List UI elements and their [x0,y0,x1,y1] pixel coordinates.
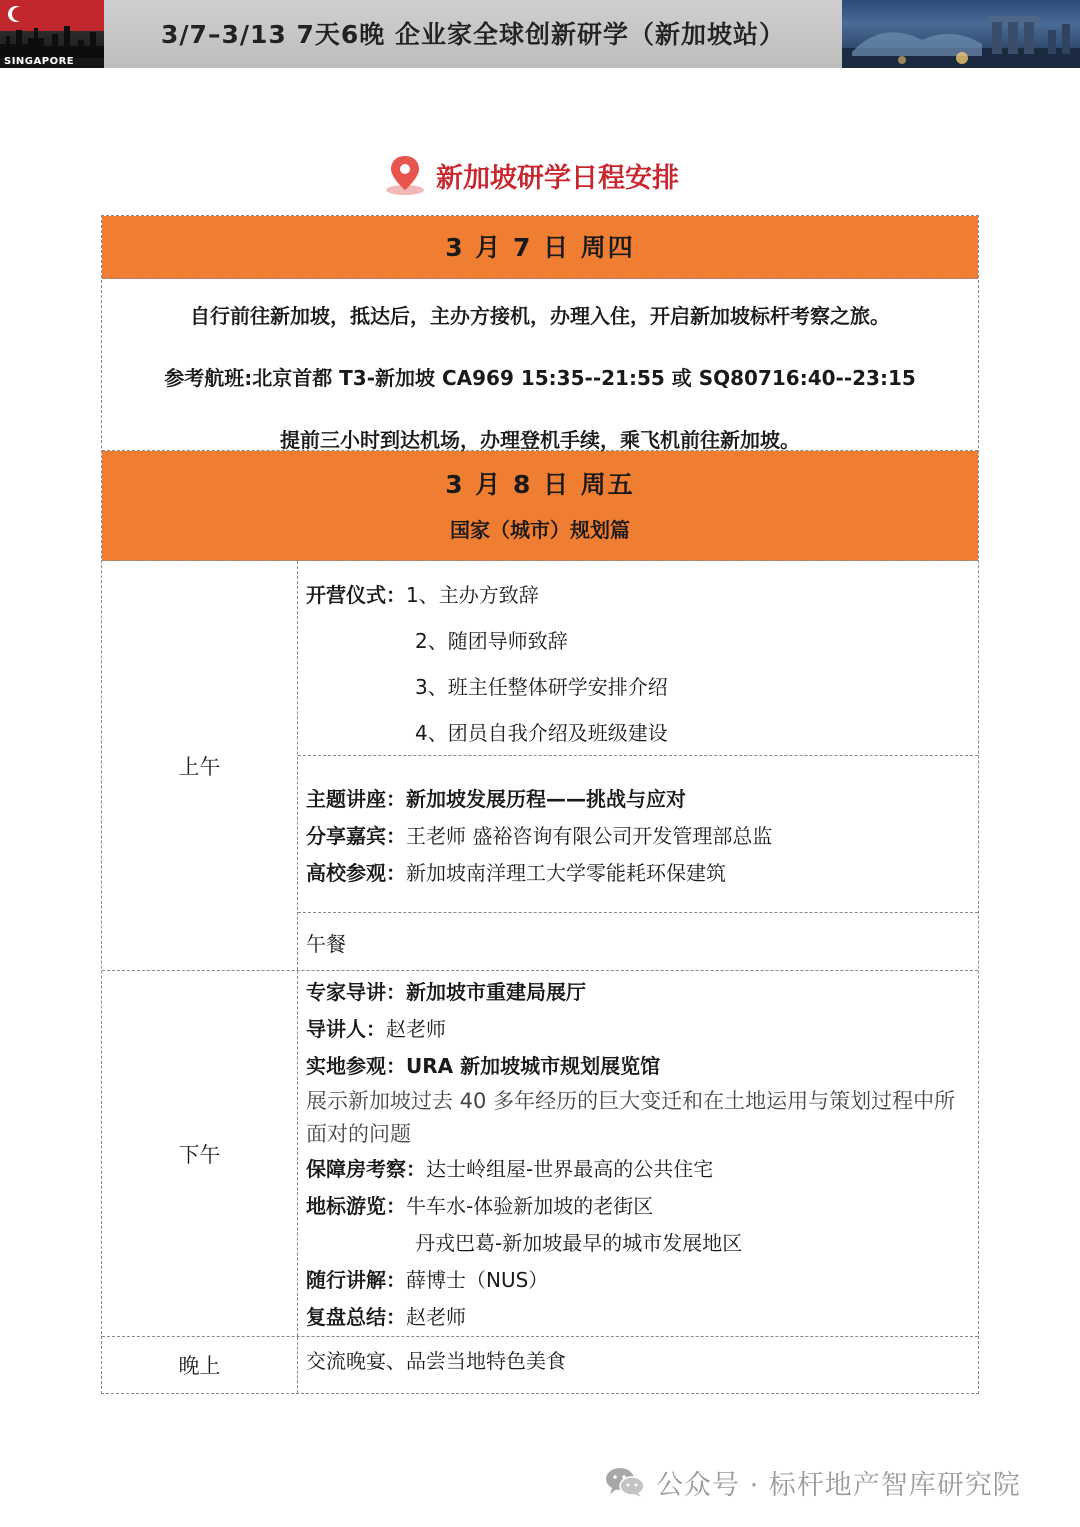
opening-block [298,561,978,756]
opening-item: 3、班主任整体研学安排介绍 [415,675,668,699]
marina-bay-image [842,0,1080,68]
evening-label: 晚上 [102,1337,298,1393]
site-value: URA 新加坡城市规划展览馆 [406,1054,661,1078]
visit-label: 高校参观： [306,861,406,885]
day2-header [102,451,978,561]
guide-value: 赵老师 [386,1017,446,1041]
day1-header: 3 月 7 日 周四 [102,216,978,279]
crescent-moon-icon [8,6,24,22]
evening-value: 交流晚宴、品尝当地特色美食 [306,1349,566,1373]
opening-item: 2、随团导师致辞 [415,629,568,653]
day1-line: 参考航班:北京首都 T3-新加坡 CA969 15:35--21:55 或 SQ80716:40--23:15 [164,366,916,390]
housing-label: 保障房考察： [306,1157,426,1181]
commentary-line [306,1262,978,1299]
afternoon-row [102,971,978,1337]
visit-value: 新加坡南洋理工大学零能耗环保建筑 [406,861,726,885]
evening-content [298,1337,978,1393]
lunch-text: 午餐 [306,932,346,956]
guide-label: 导讲人： [306,1017,386,1041]
day2-title: 3 月 8 日 周五 [445,470,635,499]
afternoon-content [298,971,978,1336]
morning-label: 上午 [102,561,298,970]
landmark-label: 地标游览： [306,1194,406,1218]
header-banner [0,0,1080,68]
footer-watermark [604,1462,1021,1502]
review-label: 复盘总结： [306,1305,406,1329]
lecture-block [298,756,978,913]
footer-text: 公众号 · 标杆地产智库研究院 [656,1469,1021,1501]
landmark-value: 牛车水-体验新加坡的老街区 [406,1194,654,1218]
lecture-label: 主题讲座： [306,787,406,811]
morning-content [298,561,978,970]
guest-line [306,818,978,855]
review-value: 赵老师 [406,1305,466,1329]
location-pin-icon [384,152,426,198]
landmark-line [306,1188,978,1225]
singapore-label: SINGAPORE [4,56,75,67]
day1-line: 自行前往新加坡，抵达后，主办方接机，办理入住，开启新加坡标杆考察之旅。 [190,304,890,328]
banner-title: 3/7–3/13 7天6晚 企业家全球创新研学（新加坡站） [161,20,785,49]
afternoon-label: 下午 [102,971,298,1336]
schedule-table [101,215,979,1394]
section-heading [384,148,679,198]
section-title: 新加坡研学日程安排 [436,163,679,194]
commentary-label: 随行讲解： [306,1268,406,1292]
afternoon-block [298,971,978,1336]
guest-value: 王老师 盛裕咨询有限公司开发管理部总监 [406,824,773,848]
city-skyline-icon [0,24,104,58]
landmark-value: 丹戎巴葛-新加坡最早的城市发展地区 [415,1231,743,1255]
day1-intro [102,279,978,451]
opening-item: 1、主办方致辞 [406,583,539,607]
review-line [306,1299,978,1336]
opening-item: 4、团员自我介绍及班级建设 [415,721,668,745]
expert-value: 新加坡市重建局展厅 [406,980,586,1004]
opening-label: 开营仪式： [306,583,406,607]
visit-line [306,855,978,892]
site-label: 实地参观： [306,1054,406,1078]
housing-line [306,1151,978,1188]
morning-row [102,561,978,971]
commentary-value: 薛博士（NUS） [406,1268,549,1292]
singapore-flag-image [0,0,104,68]
day2-subtitle: 国家（城市）规划篇 [450,518,630,542]
site-description: 展示新加坡过去 40 多年经历的巨大变迁和在土地运用与策划过程中所面对的问题 [306,1089,956,1146]
day1-line: 提前三小时到达机场，办理登机手续，乘飞机前往新加坡。 [280,428,800,452]
expert-line [306,974,978,1011]
wechat-icon [604,1465,646,1499]
site-line [306,1048,978,1085]
expert-label: 专家导讲： [306,980,406,1004]
guide-line [306,1011,978,1048]
evening-row [102,1337,978,1393]
lunch-block [298,913,978,971]
housing-value: 达士岭组屋-世界最高的公共住宅 [426,1157,714,1181]
guest-label: 分享嘉宾： [306,824,406,848]
lecture-value: 新加坡发展历程——挑战与应对 [406,787,686,811]
lecture-line [306,781,978,818]
opening-line [306,572,978,618]
